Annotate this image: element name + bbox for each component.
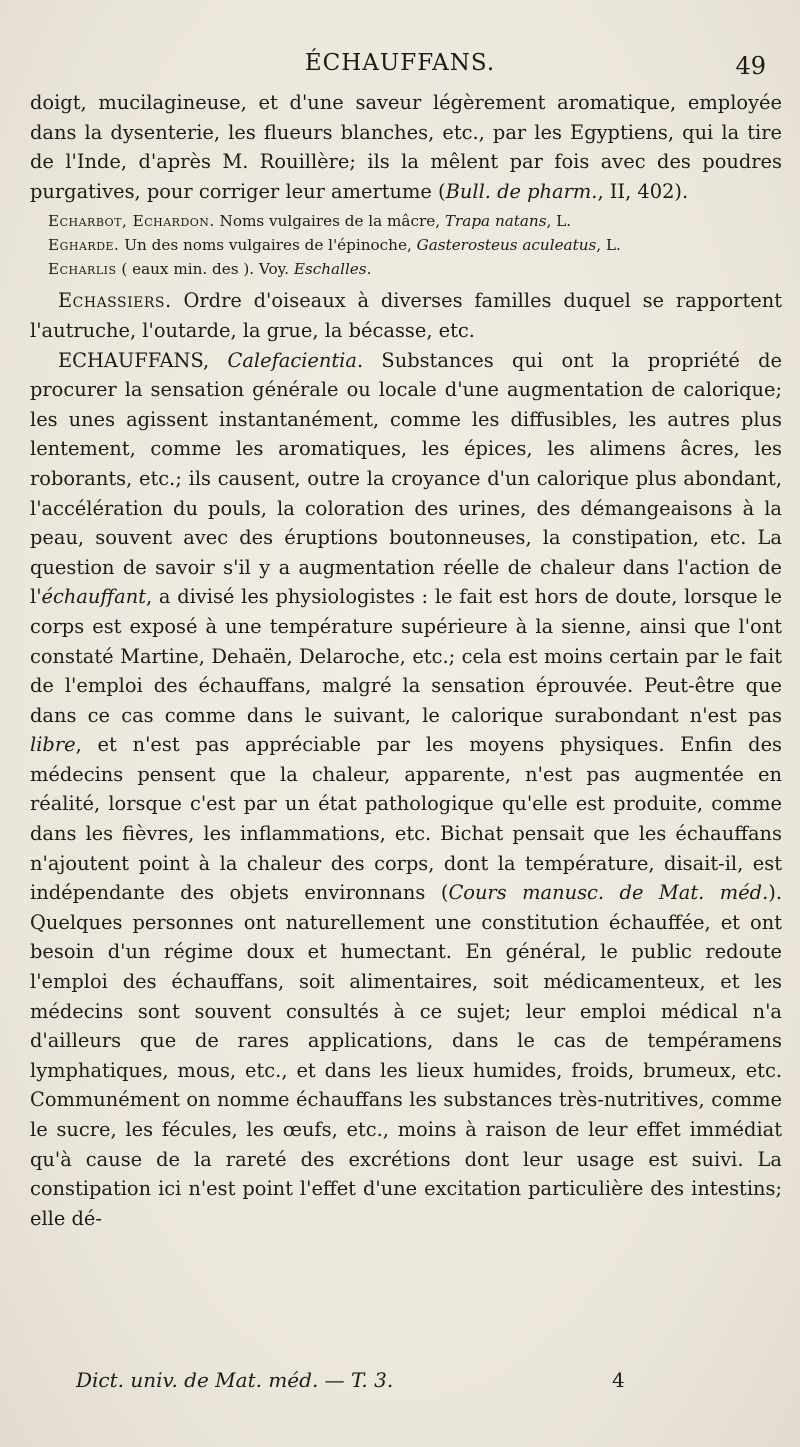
page-footer — [0, 1368, 800, 1400]
entry-text: ( eaux min. des ). Voy. — [116, 260, 294, 279]
italic-term: libre — [30, 733, 76, 757]
entry-text: , et n'est pas appréciable par les moyens physiques. Enfin des médecins pensent que la chaleur, apparente, n'est pas augmentée en réalité, lorsque c'est par un état pathologique qu'elle est produite, comme dans les fièvres, les inflammations, etc. Bichat pensait que les échauffans n'ajoutent point à la chaleur des corps, dont la température, disait-il, est indépendante des objets environnans ( — [30, 733, 782, 905]
sheet-number: 4 — [612, 1368, 625, 1392]
entry-text-end: , L. — [546, 212, 572, 231]
entry-text-end: . — [366, 260, 372, 279]
entry-egharde — [30, 233, 782, 257]
cross-reference: Eschalles — [293, 260, 367, 279]
page-body — [30, 88, 782, 1233]
page-header — [0, 50, 800, 90]
printer-signature: Dict. univ. de Mat. méd. — T. 3. — [76, 1368, 394, 1392]
entry-text-end: , L. — [596, 236, 621, 255]
continued-paragraph — [30, 88, 782, 206]
minor-entries — [30, 209, 782, 281]
citation: Cours manusc. de Mat. méd. — [448, 881, 769, 905]
entry-headword: ECHAUFFANS — [58, 348, 204, 372]
entry-text: , a divisé les physiologistes : le fait est hors de doute, lorsque le corps est exposé à une température supérieure à la sienne, ainsi que l'ont constaté Martine, Dehaën, Delaroche, etc.; cela est moins certain par le fait de l'emploi des échauffans, malgré la sensation éprouvée. Peut-être que dans ce cas comme dans le suivant, le calorique surabondant n'est pas — [30, 585, 782, 727]
entry-echassiers — [30, 286, 782, 345]
latin-name: Calefacientia — [227, 348, 357, 372]
entry-echarlis — [30, 257, 782, 281]
entry-text: Noms vulgaires de la mâcre, — [214, 212, 445, 231]
entry-text: Un des noms vulgaires de l'épinoche, — [119, 236, 417, 255]
running-head: ÉCHAUFFANS. — [304, 50, 496, 76]
entry-echarbot — [30, 209, 782, 233]
entry-echauffans — [30, 346, 782, 1234]
entry-headword: Echassiers. — [58, 289, 172, 313]
entry-text: . Substances qui ont la propriété de procurer la sensation générale ou locale d'une augmentation de calorique; les unes agissent instantanément, comme les diffusibles, les autres plus lentement, comme les aromatiques, les épices, les alimens âcres, les roborants, etc.; ils causent, outre la croyance d'un calorique plus abondant, l'accélération du pouls, la coloration des urines, des démangeaisons à la peau, souvent avec des éruptions boutonneuses, la constipation, etc. La question de savoir s'il y a augmentation réelle de chaleur dans l'action de l' — [30, 348, 783, 609]
entry-headword: Echarbot, Echardon. — [48, 212, 215, 231]
headword-separator: , — [203, 348, 228, 372]
entry-headword: Egharde. — [48, 236, 120, 255]
citation: Bull. de pharm. — [445, 179, 598, 203]
continued-text-end: , II, 402). — [597, 179, 689, 203]
page-number: 49 — [735, 52, 766, 80]
entry-text: ). Quelques personnes ont naturellement une constitution échauffée, et ont besoin d'un régime doux et humectant. En général, le public redoute l'emploi des échauffans, soit alimentaires, soit médicamenteux, et les médecins sont souvent consultés à ce sujet; leur emploi médical n'a d'ailleurs que de rares applications, dans le cas de tempéramens lymphatiques, mous, etc., et dans les lieux humides, froids, brumeux, etc. Communément on nomme échauffans les substances très-nutritives, comme le sucre, les fécules, les œufs, etc., moins à raison de leur effet immédiat qu'à cause de la rareté des excrétions dont leur usage est suivi. La constipation ici n'est point l'effet d'une excitation particulière des intestins; elle dé- — [30, 881, 782, 1230]
latin-name: Trapa natans — [444, 212, 547, 231]
latin-name: Gasterosteus aculeatus — [416, 236, 597, 255]
italic-term: échauffant — [41, 585, 146, 609]
continued-text: doigt, mucilagineuse, et d'une saveur légèrement aromatique, employée dans la dysenterie, les flueurs blanches, etc., par les Egyptiens, qui la tire de l'Inde, d'après M. Rouillère; ils la mêlent par fois avec des poudres purgatives, pour corriger leur amertume ( — [30, 91, 782, 203]
entry-headword: Echarlis — [48, 260, 117, 279]
entry-text: Ordre d'oiseaux à diverses familles duquel se rapportent l'autruche, l'outarde, la grue, la bécasse, etc. — [30, 289, 782, 342]
